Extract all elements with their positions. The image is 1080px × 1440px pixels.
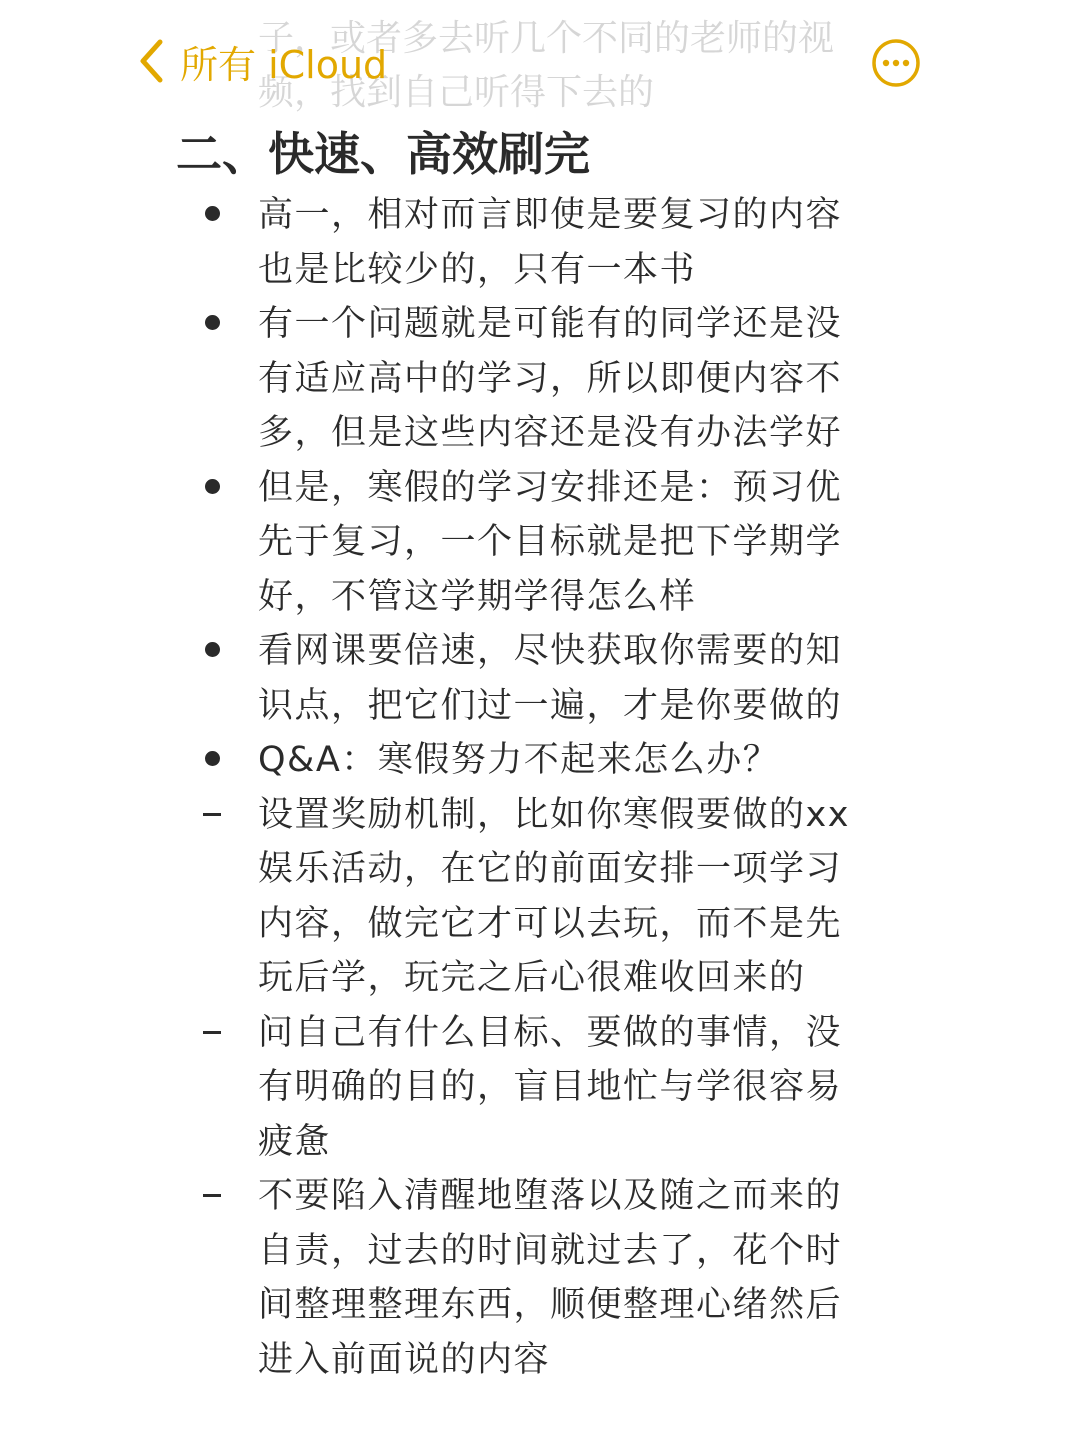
back-button[interactable] bbox=[138, 36, 387, 86]
list-item-text: 设置奖励机制，比如你寒假要做的xx 娱乐活动，在它的前面安排一项学习 内容，做完它才可以去玩，而不是先 玩后学，玩完之后心很难收回来的 bbox=[258, 794, 850, 998]
list-item bbox=[0, 1006, 890, 1170]
note-section-heading: 二、快速、高效刷完 bbox=[176, 127, 590, 181]
bullet-dash bbox=[203, 1194, 221, 1197]
bullet-dot bbox=[205, 751, 220, 766]
bullet-dot bbox=[205, 315, 220, 330]
list-item bbox=[0, 624, 890, 733]
list-item bbox=[0, 297, 890, 461]
list-item bbox=[0, 733, 890, 788]
list-item bbox=[0, 188, 890, 297]
ellipsis-circle-icon bbox=[871, 38, 921, 88]
navigation-bar bbox=[0, 0, 1080, 120]
more-options-button[interactable] bbox=[871, 38, 921, 88]
bullet-dot bbox=[205, 642, 220, 657]
bullet-dash bbox=[203, 1031, 221, 1034]
list-item-text: 高一，相对而言即使是要复习的内容 也是比较少的，只有一本书 bbox=[258, 195, 843, 290]
list-item bbox=[0, 788, 890, 1006]
list-item-text: 有一个问题就是可能有的同学还是没 有适应高中的学习，所以即便内容不 多，但是这些内容还是没有办法学好 bbox=[258, 304, 843, 453]
bullet-dot bbox=[205, 206, 220, 221]
note-list bbox=[0, 188, 1080, 1387]
scrolled-note-text: 子，或者多去听几个不同的老师的视 频，找到自己听得下去的 bbox=[258, 18, 835, 113]
list-item-text: 不要陷入清醒地堕落以及随之而来的 自责，过去的时间就过去了，花个时 间整理整理东西，顺便整理心绪然后 进入前面说的内容 bbox=[258, 1176, 843, 1380]
list-item-text: 问自己有什么目标、要做的事情，没 有明确的目的，盲目地忙与学很容易 疲惫 bbox=[258, 1012, 843, 1162]
list-item bbox=[0, 1169, 890, 1387]
list-item-text: 看网课要倍速，尽快获取你需要的知 识点，把它们过一遍，才是你要做的 bbox=[258, 631, 843, 726]
chevron-left-icon bbox=[138, 39, 164, 83]
list-item-text: 但是，寒假的学习安排还是：预习优 先于复习，一个目标就是把下学期学 好，不管这学期学得怎么样 bbox=[258, 467, 843, 617]
list-item-text: Q&A：寒假努力不起来怎么办？ bbox=[258, 740, 780, 780]
bullet-dot bbox=[205, 479, 220, 494]
bullet-dash bbox=[203, 813, 221, 816]
list-item bbox=[0, 461, 890, 625]
back-button-label: 所有 iCloud bbox=[180, 42, 388, 87]
